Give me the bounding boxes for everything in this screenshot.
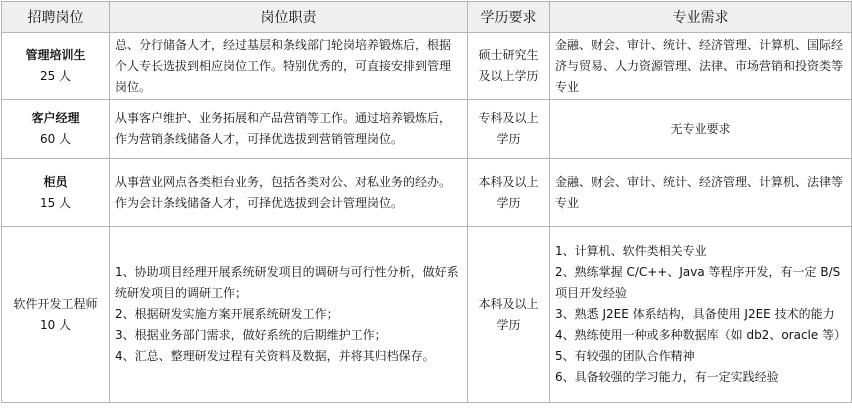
duty-item: 3、根据业务部门需求，做好系统的后期维护工作；: [115, 328, 387, 342]
major-cell: [550, 227, 852, 403]
education-cell: 硕士研究生及以上学历: [468, 33, 550, 100]
header-row: [2, 2, 852, 33]
duty-cell: [110, 100, 468, 159]
header-major: 专业需求: [550, 2, 852, 33]
major-item: 4、熟练使用一种或多种数据库（如 db2、oracle 等）: [555, 328, 847, 342]
duty-text: 从事客户维护、业务拓展和产品营销等工作。通过培养锻炼后，作为营销条线储备人才，可择优选拔到营销管理岗位。: [115, 111, 452, 146]
major-text: 金融、财会、审计、统计、经济管理、计算机、法律等专业: [555, 174, 844, 210]
duty-cell: [110, 227, 468, 403]
major-text: 无专业要求: [670, 121, 731, 136]
position-title: 客户经理: [31, 111, 80, 125]
duty-cell: [110, 159, 468, 227]
position-cell: [2, 227, 110, 403]
position-cell: [2, 100, 110, 159]
position-count: 15 人: [39, 195, 72, 210]
duty-item: 1、协助项目经理开展系统研发项目的调研与可行性分析，做好系统研发项目的调研工作；: [115, 265, 459, 300]
position-title: 柜员: [43, 174, 68, 189]
table-row: [2, 227, 852, 403]
position-title: 管理培训生: [25, 48, 86, 62]
major-item: 6、具备较强的学习能力，有一定实践经验: [555, 370, 779, 384]
major-item: 2、熟练掌握 C/C++、Java 等程序开发，有一定 B/S 项目开发经验: [555, 265, 841, 300]
duty-text: 总、分行储备人才，经过基层和条线部门轮岗培养锻炼后，根据个人专长选拔到相应岗位工作。特别优秀的，可直接安排到管理岗位。: [115, 37, 452, 94]
header-duty: 岗位职责: [110, 2, 468, 33]
education-cell: 本科及以上学历: [468, 227, 550, 403]
header-education: 学历要求: [468, 2, 550, 33]
position-count: 25 人: [39, 69, 72, 83]
major-text: 金融、财会、审计、统计、经济管理、计算机、国际经济与贸易、人力资源管理、法律、市场营销和投资类等专业: [555, 37, 844, 94]
position-cell: [2, 33, 110, 100]
table-row: [2, 33, 852, 100]
education-cell: 专科及以上学历: [468, 100, 550, 159]
major-cell: [550, 159, 852, 227]
duty-cell: [110, 33, 468, 100]
duty-item: 4、汇总、整理研发过程有关资料及数据，并将其归档保存。: [115, 349, 435, 363]
recruitment-table: [1, 1, 852, 403]
major-item: 3、熟悉 J2EE 体系结构，具备使用 J2EE 技术的能力: [555, 307, 835, 321]
education-cell: 本科及以上学历: [468, 159, 550, 227]
duty-item: 2、根据研发实施方案开展系统研发工作；: [115, 307, 339, 321]
major-cell: [550, 33, 852, 100]
duty-text: 从事营业网点各类柜台业务，包括各类对公、对私业务的经办。作为会计条线储备人才，可择优选拔到会计管理岗位。: [115, 174, 452, 210]
position-title: 软件开发工程师: [13, 296, 98, 311]
position-count: 60 人: [39, 132, 72, 146]
table-row: [2, 100, 852, 159]
table-row: [2, 159, 852, 227]
major-item: 1、计算机、软件类相关专业: [555, 244, 707, 258]
position-count: 10 人: [39, 317, 72, 332]
position-cell: [2, 159, 110, 227]
major-cell: [550, 100, 852, 159]
header-position: 招聘岗位: [2, 2, 110, 33]
major-item: 5、有较强的团队合作精神: [555, 349, 695, 363]
